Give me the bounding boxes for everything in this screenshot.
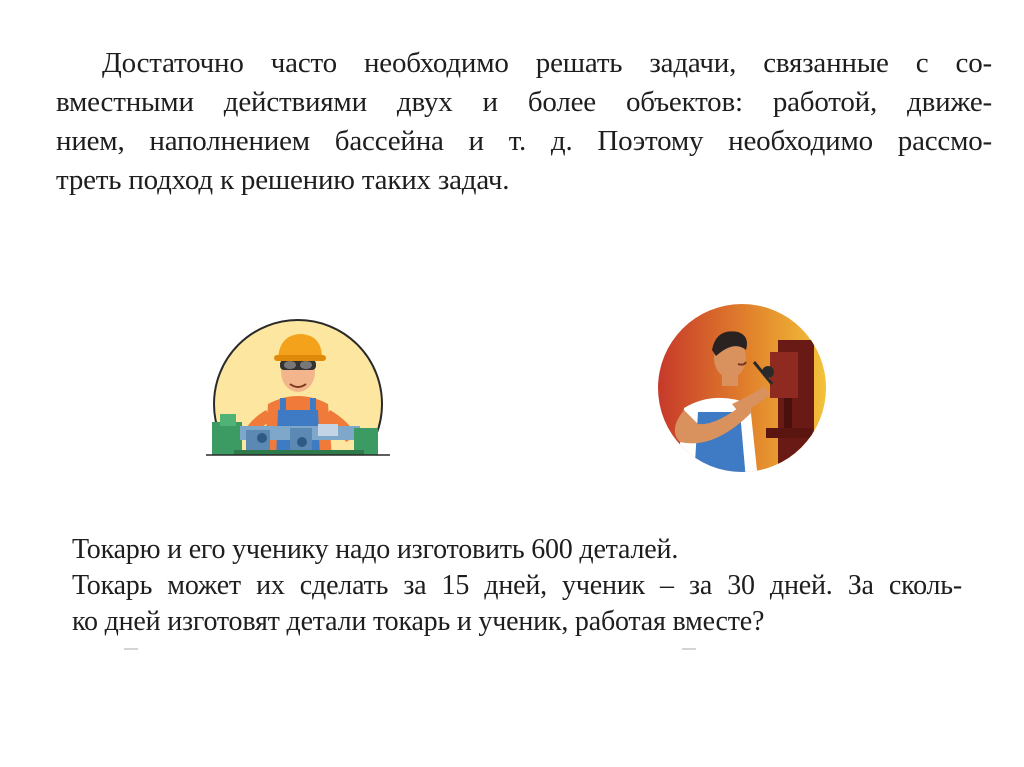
intro-line: Достаточно часто необходимо решать задачи, связанные с со- bbox=[102, 47, 992, 79]
problem-line: Токарь может их сделать за 15 дней, ученик – за 30 дней. За сколь- bbox=[72, 570, 962, 601]
intro-line: вместными действиями двух и более объектов: работой, движе- bbox=[56, 86, 992, 118]
intro-paragraph bbox=[56, 44, 992, 200]
scan-artifact-mark bbox=[124, 648, 138, 650]
intro-line: треть подход к решению таких задач. bbox=[56, 164, 510, 196]
drill-press-worker-icon bbox=[654, 300, 830, 476]
intro-line: нием, наполнением бассейна и т. д. Поэтому необходимо рассмо- bbox=[56, 125, 992, 157]
problem-paragraph bbox=[72, 532, 962, 640]
drill-worker-illustration bbox=[654, 300, 830, 476]
problem-line: Токарю и его ученику надо изготовить 600 деталей. bbox=[72, 534, 679, 565]
lathe-worker-illustration bbox=[206, 318, 390, 462]
problem-line: ко дней изготовят детали токарь и ученик, работая вместе? bbox=[72, 606, 765, 637]
scan-artifact-mark bbox=[682, 648, 696, 650]
lathe-worker-icon bbox=[206, 318, 390, 462]
